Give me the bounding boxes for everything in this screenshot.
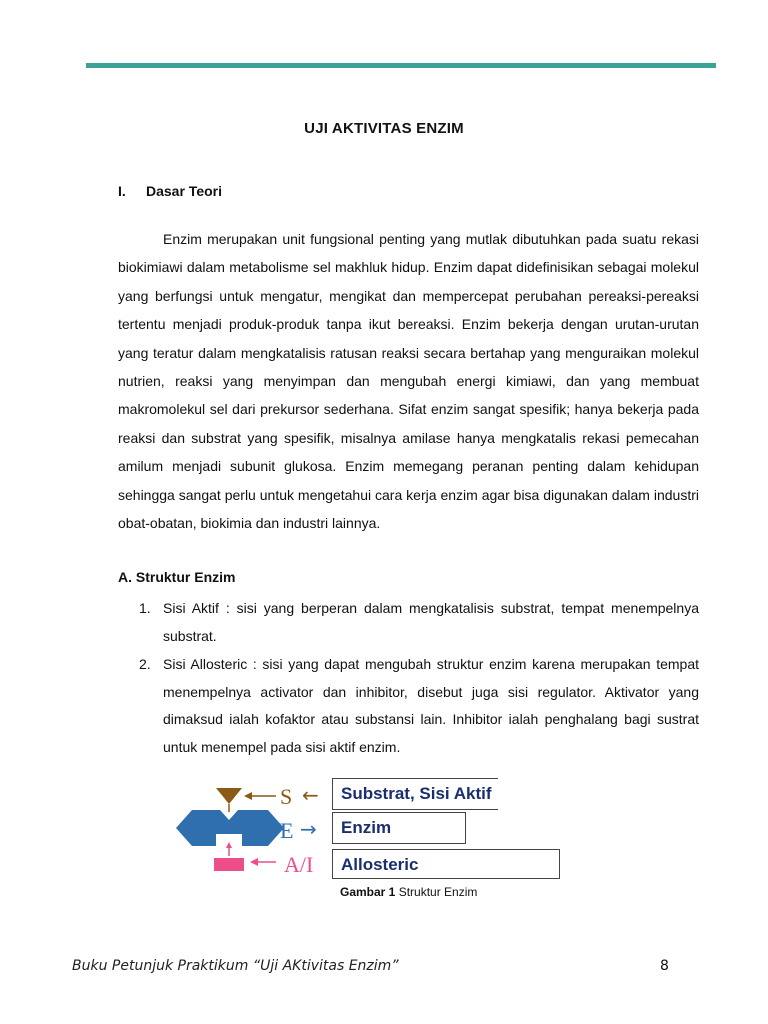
section-title: Dasar Teori	[146, 183, 222, 199]
label-enzim: Enzim	[332, 812, 466, 844]
label-allosteric: Allosteric	[332, 849, 560, 879]
footer-book-title: Buku Petunjuk Praktikum “Uji AKtivitas Enzim”	[72, 958, 399, 974]
list-item-number: 1.	[139, 600, 151, 616]
enzyme-shape	[176, 810, 284, 846]
list-item	[139, 651, 699, 761]
enzyme-symbol: E	[280, 818, 294, 843]
intro-paragraph-text: Enzim merupakan unit fungsional penting yang mutlak dibutuhkan pada suatu rekasi biokimiawi dalam metabolisme sel makhluk hidup. Enzim dapat didefinisikan sebagai molekul yang berfungsi untuk mengatur, mengikat dan mempercepat perubahan pereaksi-pereaksi tertentu menjadi produk-produk tanpa ikut bereaksi. Enzim bekerja dengan urutan-urutan yang teratur dalam mengkatalisis ratusan reaksi secara bertahap yang menguraikan molekul nutrien, reaksi yang menyimpan dan mengubah energi kimiawi, dan yang membuat makromolekul sel dari prekursor sederhana. Sifat enzim sangat spesifik; hanya bekerja pada reaksi dan substrat yang spesifik, misalnya amilase hanya mengkatalis rekasi pemecahan amilum menjadi subunit glukosa. Enzim memegang peranan penting dalam kehidupan sehingga sangat perlu untuk mengetahui cara kerja enzim agar bisa digunakan dalam industri obat-obatan, biokimia dan industri lainnya.	[118, 231, 699, 532]
list-item-number: 2.	[139, 656, 151, 672]
list-item	[139, 595, 699, 650]
substrate-symbol: S	[280, 784, 293, 809]
section-number: I.	[118, 183, 126, 199]
allosteric-symbol: A/I	[284, 852, 314, 877]
list-item-text: Sisi Allosteric : sisi yang dapat mengubah struktur enzim karena merupakan tempat menempelnya activator dan inhibitor, disebut juga sisi regulator. Aktivator yang dimaksud ialah kofaktor atau substansi lain. Inhibitor ialah penghalang bagi sustrat untuk menempel pada sisi aktif enzim.	[163, 656, 699, 755]
page-number: 8	[660, 958, 669, 974]
header-rule	[86, 63, 716, 68]
document-title: UJI AKTIVITAS ENZIM	[304, 120, 464, 137]
allosteric-block	[214, 858, 244, 871]
substrate-triangle	[216, 788, 242, 804]
intro-paragraph	[118, 225, 699, 537]
substrate-arrow-icon: ←	[302, 783, 319, 807]
figure-caption-text: Struktur Enzim	[395, 885, 478, 899]
list-item-text: Sisi Aktif : sisi yang berperan dalam mengkatalisis substrat, tempat menempelnya substrat.	[163, 600, 699, 644]
enzyme-arrow-icon: →	[300, 817, 317, 841]
subsection-title: A. Struktur Enzim	[118, 569, 236, 585]
label-substrat: Substrat, Sisi Aktif	[332, 778, 498, 810]
figure-caption-number: Gambar 1	[340, 885, 396, 899]
figure-caption	[340, 885, 477, 899]
